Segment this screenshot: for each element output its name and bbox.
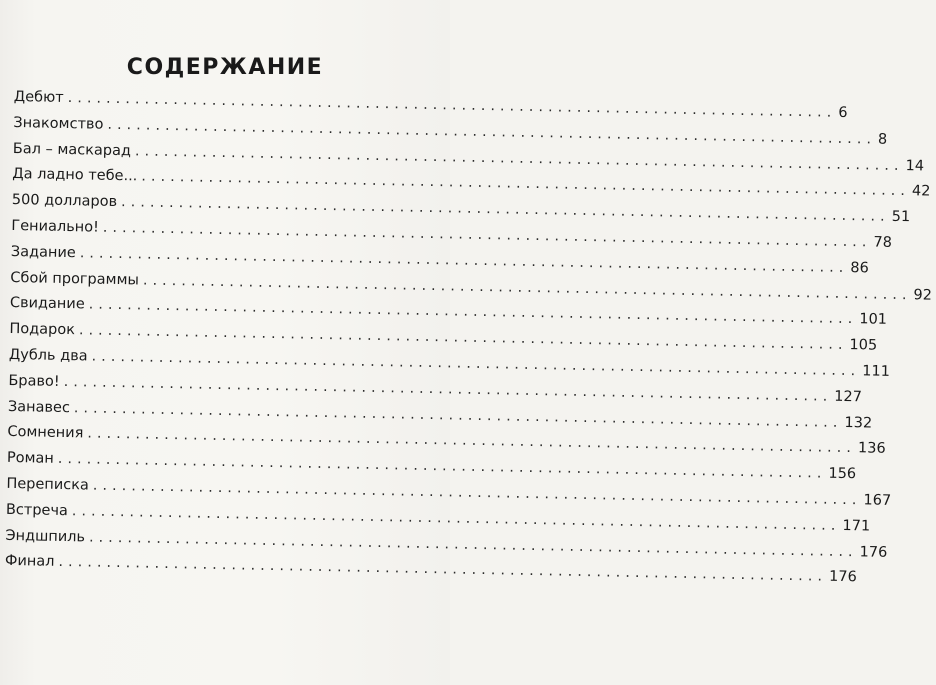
- toc-entry-page-number: 101: [859, 311, 888, 329]
- toc-entry-title: Переписка: [6, 475, 90, 494]
- toc-entry-page-number: 8: [877, 131, 888, 148]
- toc-entry-page-number: 51: [891, 209, 911, 226]
- toc-entry-title: Эндшпиль: [5, 527, 86, 545]
- toc-entry-title: Да ладно тебе...: [12, 166, 138, 185]
- toc-entry-page-number: 167: [863, 492, 892, 509]
- toc-entry-title: Свидание: [9, 295, 85, 313]
- dot-leader: ................................................................................: [141, 168, 911, 200]
- dot-leader: ................................................................................: [73, 399, 843, 431]
- toc-entry-page-number: 176: [859, 543, 888, 561]
- toc-entry-page-number: 92: [913, 286, 933, 304]
- dot-leader: ................................................................................: [102, 219, 872, 251]
- toc-entry-page-number: 105: [849, 337, 878, 354]
- dot-leader: ................................................................................: [92, 477, 862, 509]
- toc-entry-title: Бал – маскарад: [12, 140, 132, 159]
- toc-entry-title: Сбой программы: [10, 269, 140, 289]
- dot-leader: ................................................................................: [142, 272, 912, 303]
- table-of-contents: [4, 89, 933, 587]
- dot-leader: ................................................................................: [107, 116, 877, 148]
- toc-entry-page-number: 156: [828, 465, 857, 483]
- toc-entry-page-number: 176: [828, 569, 857, 586]
- dot-leader: ................................................................................: [71, 502, 841, 534]
- dot-leader: ................................................................................: [87, 425, 857, 457]
- toc-entry-title: Встреча: [5, 501, 69, 519]
- toc-entry-title: Задание: [10, 243, 76, 261]
- toc-entry-title: 500 долларов: [11, 192, 118, 211]
- toc-entry-title: Подарок: [9, 321, 76, 339]
- dot-leader: ................................................................................: [120, 194, 890, 226]
- toc-entry-title: Гениально!: [11, 217, 100, 236]
- dot-leader: ................................................................................: [88, 529, 858, 560]
- toc-entry-page-number: 86: [850, 259, 869, 277]
- dot-leader: ................................................................................: [134, 142, 904, 174]
- page-title: СОДЕРЖАНИЕ: [126, 54, 324, 80]
- toc-entry-page-number: 171: [842, 517, 871, 535]
- toc-entry-page-number: 78: [873, 234, 893, 251]
- toc-entry-title: Знакомство: [13, 114, 104, 133]
- toc-entry-title: Дебют: [13, 89, 64, 106]
- dot-leader: ................................................................................: [78, 322, 848, 354]
- toc-entry-title: Роман: [6, 450, 54, 467]
- toc-entry-title: Занавес: [7, 398, 71, 416]
- toc-entry-title: Дубль два: [8, 346, 88, 365]
- toc-entry-page-number: 136: [857, 440, 886, 458]
- dot-leader: ................................................................................: [58, 554, 828, 586]
- dot-leader: ................................................................................: [67, 90, 837, 121]
- toc-entry-title: Браво!: [8, 372, 60, 390]
- toc-entry-page-number: 111: [862, 363, 891, 380]
- dot-leader: ................................................................................: [63, 373, 833, 405]
- toc-entry-page-number: 6: [838, 104, 848, 122]
- toc-entry-page-number: 14: [905, 157, 925, 175]
- toc-entry-page-number: 42: [911, 183, 931, 201]
- toc-entry-page-number: 132: [844, 414, 873, 432]
- dot-leader: ................................................................................: [91, 348, 861, 380]
- dot-leader: ................................................................................: [79, 245, 849, 276]
- toc-entry-page-number: 127: [834, 388, 863, 406]
- dot-leader: ................................................................................: [88, 296, 858, 328]
- toc-entry-title: Финал: [4, 553, 55, 571]
- dot-leader: ................................................................................: [57, 451, 827, 482]
- toc-entry-title: Сомнения: [7, 424, 84, 442]
